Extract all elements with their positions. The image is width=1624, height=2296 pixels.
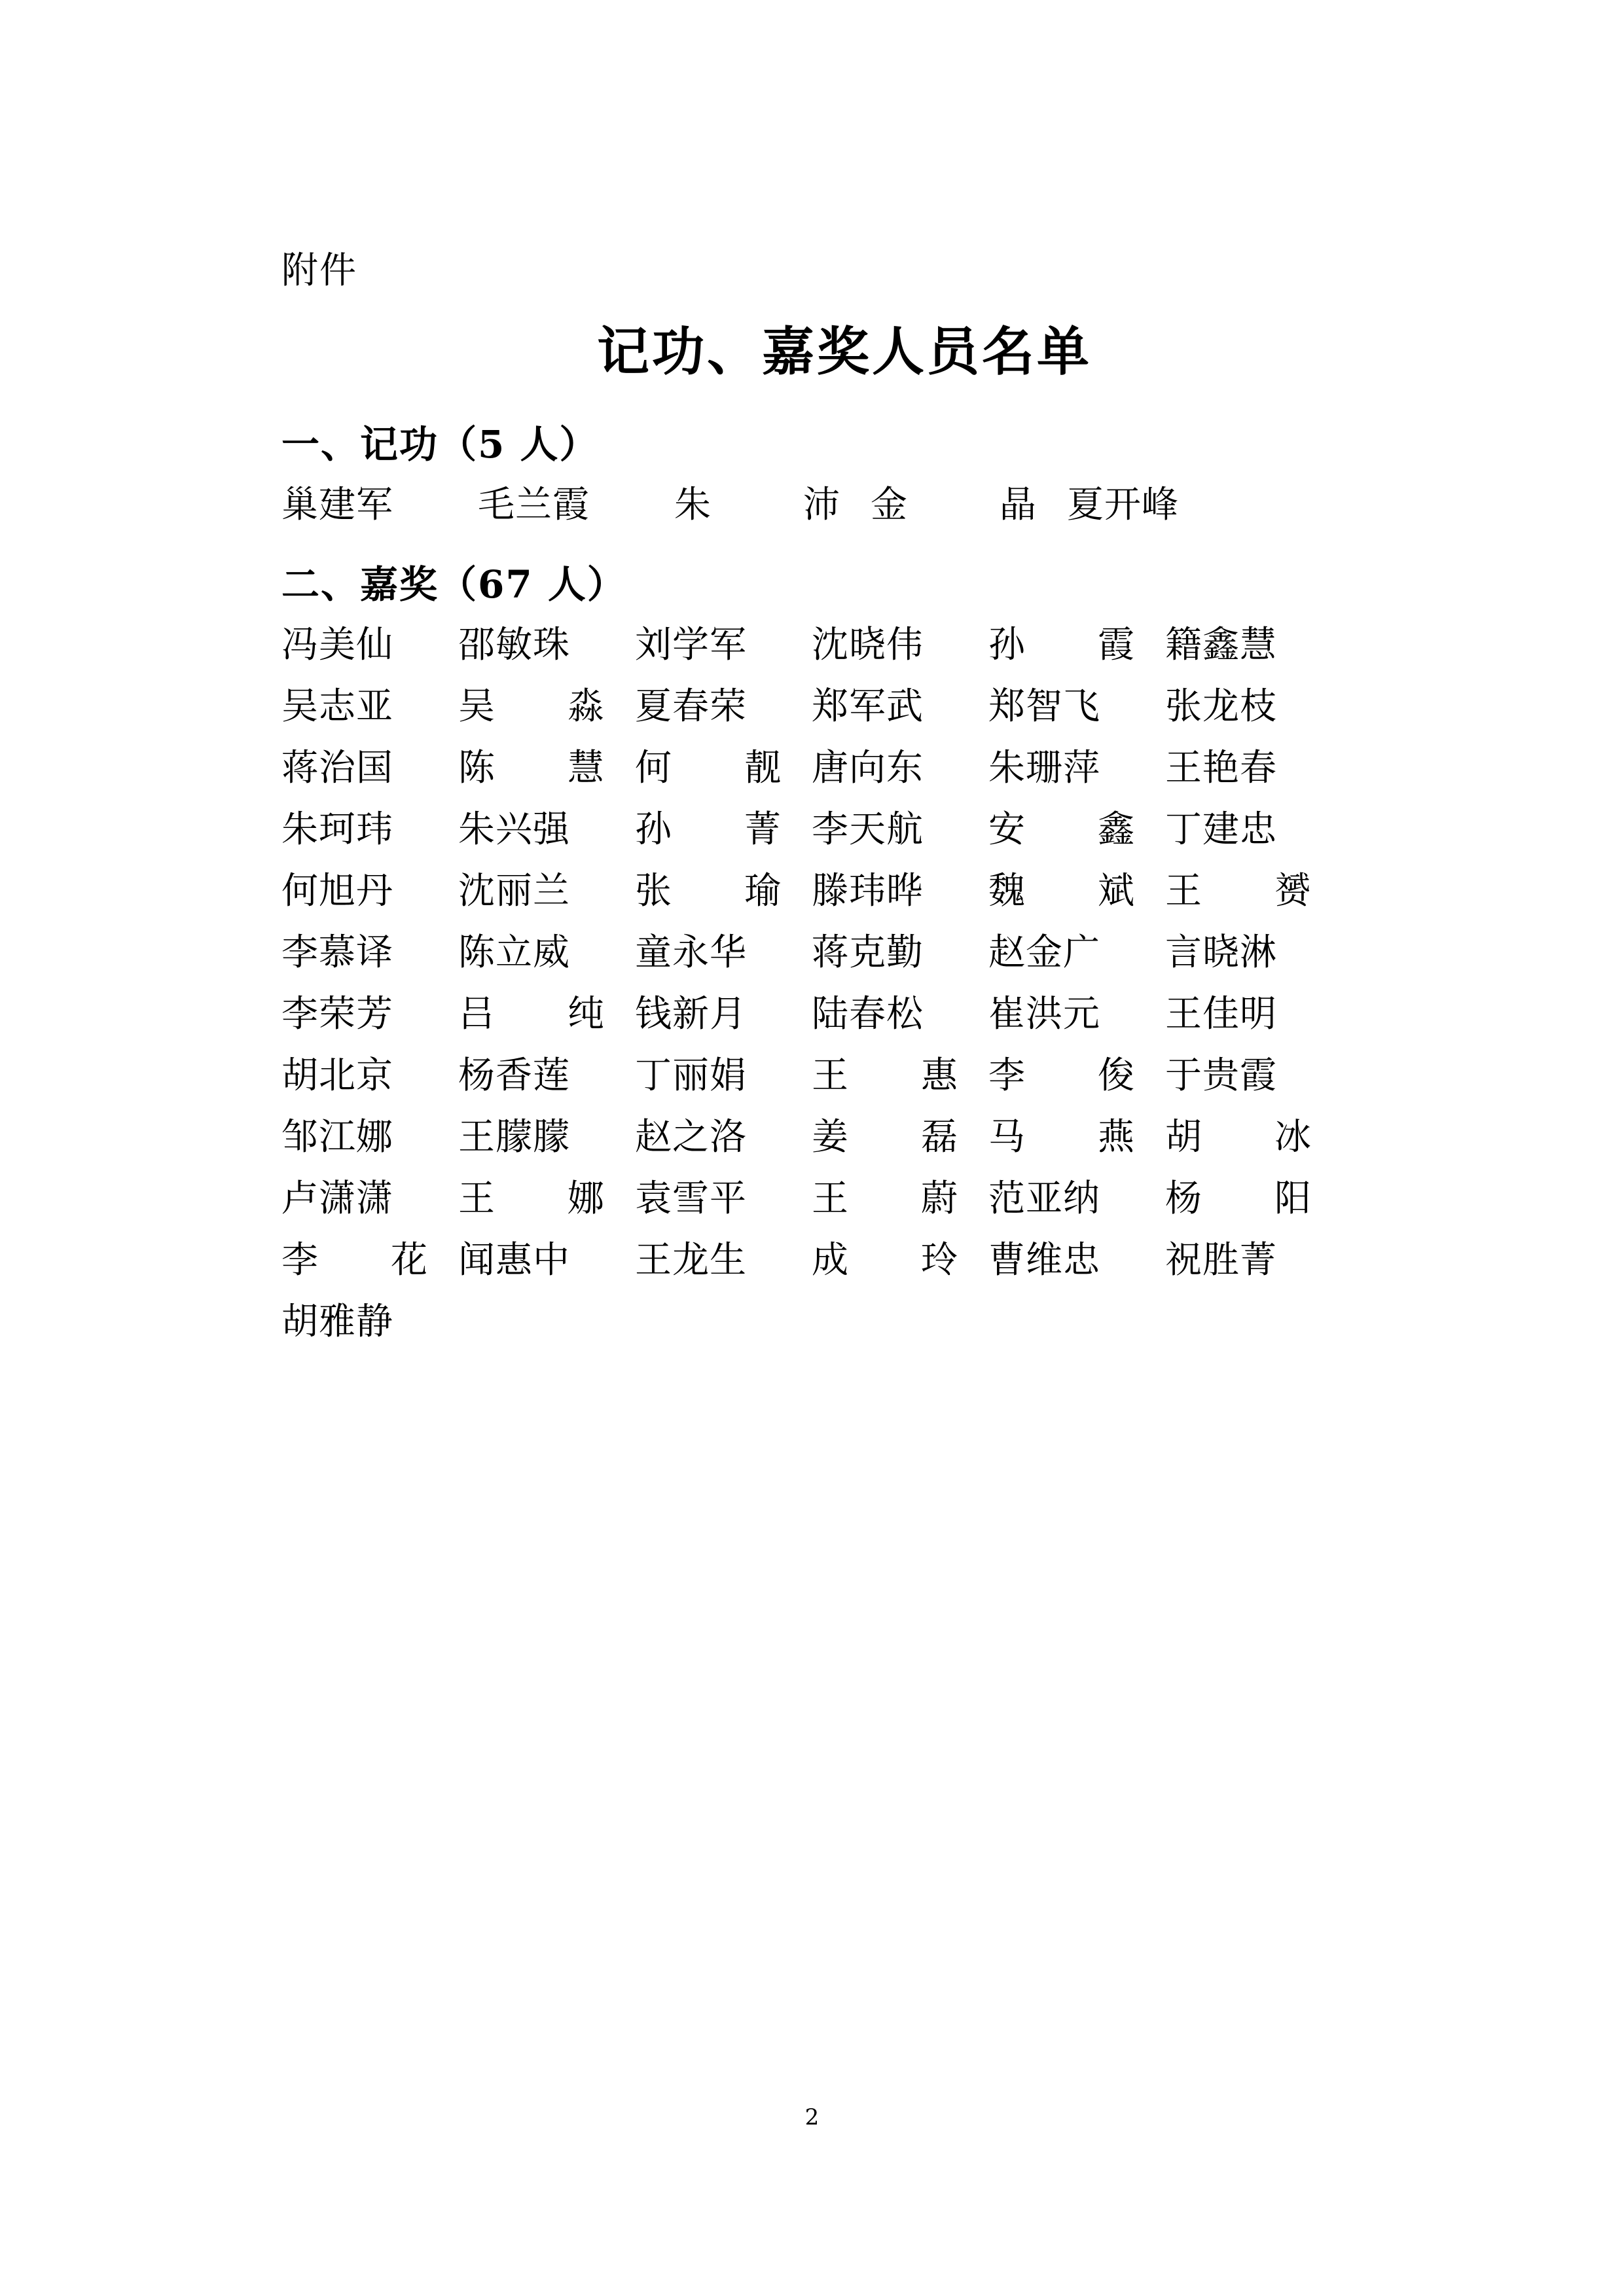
name-char: 俊 [1098,1054,1135,1098]
name-cell [281,484,478,527]
name-row [281,1300,1407,1344]
name-cell [458,808,635,852]
name-char: 孙 [635,808,672,852]
name-char: 智 [1026,685,1063,728]
name-char: 贵 [1202,1054,1240,1098]
name-char: 鑫 [1202,624,1240,667]
name-char: 学 [672,624,710,667]
name-char: 珊 [1026,747,1063,790]
name-char: 武 [886,685,924,728]
name-cell [812,747,988,790]
name-char: 斌 [1098,870,1135,913]
section-award-heading: 二、嘉奖（67 人） [281,562,626,607]
name-char: 李 [281,931,319,975]
name-char: 孙 [988,624,1026,667]
name-cell [1165,1239,1342,1282]
name-cell [812,1054,988,1098]
name-char: 开 [1104,484,1142,527]
name-char: 吴 [458,685,496,728]
name-char: 娟 [710,1054,747,1098]
name-char: 雪 [672,1177,710,1221]
name-char: 中 [533,1239,570,1282]
name-char: 忠 [1240,808,1277,852]
name-char: 生 [710,1239,747,1282]
section-merit-heading: 一、记功（5 人） [281,422,599,467]
name-char: 靓 [744,747,782,790]
name-char: 飞 [1063,685,1100,728]
name-char: 莲 [533,1054,570,1098]
name-char: 丹 [356,870,393,913]
name-char: 朱 [674,484,712,527]
name-char: 东 [886,747,924,790]
name-char: 兰 [515,484,552,527]
name-cell [1165,870,1342,913]
name-char: 金 [1026,931,1063,975]
name-char: 北 [319,1054,356,1098]
name-cell [458,1054,635,1098]
name-char: 萍 [1063,747,1100,790]
name-char: 亚 [1026,1177,1063,1221]
name-char: 张 [1165,685,1202,728]
name-char: 淼 [568,685,605,728]
name-cell [635,931,812,975]
name-char: 洛 [710,1116,747,1159]
name-row [281,484,1407,527]
name-char: 安 [988,808,1026,852]
name-char: 伟 [886,624,924,667]
name-char: 金 [871,484,908,527]
name-row [281,808,1407,852]
name-char: 陆 [812,993,849,1036]
name-cell [458,1239,635,1282]
name-char: 霞 [552,484,590,527]
name-char: 娜 [356,1116,393,1159]
name-char: 芳 [356,993,393,1036]
name-cell [635,1116,812,1159]
name-char: 荣 [319,993,356,1036]
name-char: 国 [356,747,393,790]
name-char: 丁 [635,1054,672,1098]
name-char: 潇 [319,1177,356,1221]
name-char: 慧 [1240,624,1277,667]
name-char: 晔 [886,870,924,913]
name-char: 巢 [281,484,319,527]
name-cell [1165,808,1342,852]
name-cell [988,993,1165,1036]
name-cell [281,808,458,852]
name-char: 克 [849,931,886,975]
name-char: 沈 [458,870,496,913]
name-char: 惠 [921,1054,958,1098]
name-char: 潇 [356,1177,393,1221]
merit-name-list [281,484,1407,527]
name-char: 春 [849,993,886,1036]
name-char: 美 [319,624,356,667]
name-char: 邵 [458,624,496,667]
award-name-list [281,624,1407,1344]
name-char: 霞 [1098,624,1135,667]
name-char: 雅 [319,1300,356,1344]
name-cell [988,624,1165,667]
name-cell [281,747,458,790]
name-char: 纯 [568,993,605,1036]
name-char: 童 [635,931,672,975]
name-cell [458,747,635,790]
name-char: 沛 [803,484,840,527]
name-char: 威 [533,931,570,975]
section-award [281,554,1407,1344]
name-char: 赵 [635,1116,672,1159]
name-char: 李 [988,1054,1026,1098]
name-char: 丽 [496,870,533,913]
name-cell [812,624,988,667]
name-char: 夏 [635,685,672,728]
name-char: 何 [635,747,672,790]
name-char: 冯 [281,624,319,667]
name-char: 钱 [635,993,672,1036]
name-char: 吕 [458,993,496,1036]
name-cell [458,1177,635,1221]
name-cell [281,1054,458,1098]
name-char: 玲 [921,1239,958,1282]
name-char: 胡 [1165,1116,1202,1159]
name-cell [635,685,812,728]
name-char: 沈 [812,624,849,667]
name-char: 赟 [1274,870,1312,913]
name-cell [281,870,458,913]
name-char: 慧 [568,747,605,790]
name-char: 静 [356,1300,393,1344]
name-cell [988,1177,1165,1221]
name-cell [635,1054,812,1098]
name-cell [635,1239,812,1282]
name-row [281,1054,1407,1098]
name-char: 王 [1165,747,1202,790]
document-body [281,249,1407,1365]
name-char: 春 [672,685,710,728]
name-char: 姜 [812,1116,849,1159]
name-char: 卢 [281,1177,319,1221]
name-char: 阳 [1274,1177,1312,1221]
name-char: 朱 [281,808,319,852]
name-char: 曹 [988,1239,1026,1282]
page-number: 2 [804,2104,820,2130]
name-char: 敏 [496,624,533,667]
name-cell [281,1177,458,1221]
name-char: 郑 [988,685,1026,728]
name-cell [988,870,1165,913]
name-char: 向 [849,747,886,790]
name-char: 籍 [1165,624,1202,667]
name-cell [1165,1116,1342,1159]
name-char: 强 [533,808,570,852]
name-char: 朱 [988,747,1026,790]
name-char: 王 [458,1116,496,1159]
name-char: 李 [281,1239,319,1282]
name-cell [635,747,812,790]
section-merit [281,414,1407,527]
name-cell [1165,931,1342,975]
name-cell [812,993,988,1036]
name-char: 花 [391,1239,428,1282]
name-cell [812,685,988,728]
name-char: 陈 [458,747,496,790]
name-char: 香 [496,1054,533,1098]
name-char: 瑜 [744,870,782,913]
name-cell [988,1054,1165,1098]
name-char: 华 [710,931,747,975]
name-char: 晓 [849,624,886,667]
name-char: 志 [319,685,356,728]
name-char: 霞 [1240,1054,1277,1098]
name-char: 魏 [988,870,1026,913]
name-cell [674,484,871,527]
name-char: 胜 [1202,1239,1240,1282]
name-char: 京 [356,1054,393,1098]
name-char: 军 [849,685,886,728]
name-cell [988,747,1165,790]
name-char: 广 [1063,931,1100,975]
name-row [281,1239,1407,1282]
name-char: 蔚 [921,1177,958,1221]
name-char: 丽 [672,1054,710,1098]
name-char: 赵 [988,931,1026,975]
name-char: 胡 [281,1300,319,1344]
name-char: 艳 [1202,747,1240,790]
name-char: 珠 [533,624,570,667]
name-char: 淋 [1240,931,1277,975]
name-char: 娜 [568,1177,605,1221]
name-char: 纳 [1063,1177,1100,1221]
name-char: 范 [988,1177,1026,1221]
name-char: 新 [672,993,710,1036]
name-cell [635,993,812,1036]
name-char: 荣 [710,685,747,728]
name-cell [988,808,1165,852]
name-char: 兰 [533,870,570,913]
name-cell [281,1300,458,1344]
name-char: 张 [635,870,672,913]
name-cell [1067,484,1263,527]
name-char: 燕 [1098,1116,1135,1159]
name-char: 马 [988,1116,1026,1159]
name-char: 王 [1165,870,1202,913]
page-title: 记功、嘉奖人员名单 [597,321,1092,383]
name-row [281,1116,1407,1159]
name-char: 朱 [458,808,496,852]
name-char: 松 [886,993,924,1036]
name-cell [871,484,1067,527]
name-char: 天 [849,808,886,852]
name-char: 吴 [281,685,319,728]
name-cell [1165,1177,1342,1221]
name-cell [1165,747,1342,790]
name-row [281,685,1407,728]
name-char: 玮 [356,808,393,852]
name-char: 刘 [635,624,672,667]
name-char: 译 [356,931,393,975]
name-cell [635,808,812,852]
name-char: 忠 [1063,1239,1100,1282]
name-char: 毛 [478,484,515,527]
name-char: 言 [1165,931,1202,975]
name-char: 枝 [1240,685,1277,728]
name-char: 袁 [635,1177,672,1221]
name-char: 李 [812,808,849,852]
name-char: 唐 [812,747,849,790]
name-char: 蒋 [281,747,319,790]
name-char: 明 [1240,993,1277,1036]
name-char: 冰 [1274,1116,1312,1159]
name-row [281,870,1407,913]
name-char: 菁 [744,808,782,852]
name-cell [988,931,1165,975]
name-char: 平 [710,1177,747,1221]
name-row [281,624,1407,667]
name-char: 维 [1026,1239,1063,1282]
name-char: 兴 [496,808,533,852]
name-char: 建 [1202,808,1240,852]
name-char: 胡 [281,1054,319,1098]
name-cell [812,1177,988,1221]
name-char: 惠 [496,1239,533,1282]
name-cell [281,624,458,667]
name-cell [988,1239,1165,1282]
name-cell [812,808,988,852]
name-cell [1165,685,1342,728]
name-char: 春 [1240,747,1277,790]
name-char: 鑫 [1098,808,1135,852]
name-char: 治 [319,747,356,790]
name-char: 王 [458,1177,496,1221]
name-char: 晶 [1000,484,1037,527]
name-cell [812,870,988,913]
name-row [281,1177,1407,1221]
name-char: 军 [356,484,393,527]
name-char: 闻 [458,1239,496,1282]
name-row [281,931,1407,975]
name-char: 之 [672,1116,710,1159]
name-cell [812,1116,988,1159]
name-cell [812,931,988,975]
name-cell [635,624,812,667]
name-char: 航 [886,808,924,852]
name-char: 慕 [319,931,356,975]
name-char: 何 [281,870,319,913]
name-cell [988,1116,1165,1159]
name-cell [1165,624,1342,667]
name-char: 郑 [812,685,849,728]
name-char: 龙 [1202,685,1240,728]
name-cell [988,685,1165,728]
name-cell [281,993,458,1036]
name-char: 峰 [1142,484,1179,527]
name-char: 晓 [1202,931,1240,975]
name-char: 滕 [812,870,849,913]
name-cell [281,1116,458,1159]
name-char: 杨 [1165,1177,1202,1221]
name-char: 玮 [849,870,886,913]
name-cell [458,931,635,975]
name-char: 建 [319,484,356,527]
name-char: 勤 [886,931,924,975]
name-cell [478,484,674,527]
name-char: 菁 [1240,1239,1277,1282]
name-char: 蒋 [812,931,849,975]
name-char: 邹 [281,1116,319,1159]
name-char: 佳 [1202,993,1240,1036]
name-cell [458,624,635,667]
name-cell [458,1116,635,1159]
name-char: 军 [710,624,747,667]
name-char: 夏 [1067,484,1104,527]
name-char: 陈 [458,931,496,975]
name-cell [281,685,458,728]
name-char: 亚 [356,685,393,728]
name-cell [458,993,635,1036]
name-cell [635,870,812,913]
name-char: 立 [496,931,533,975]
name-cell [458,870,635,913]
name-char: 永 [672,931,710,975]
name-char: 磊 [921,1116,958,1159]
name-char: 王 [812,1177,849,1221]
name-char: 王 [812,1054,849,1098]
name-cell [281,1239,458,1282]
name-char: 王 [635,1239,672,1282]
name-char: 月 [710,993,747,1036]
name-char: 于 [1165,1054,1202,1098]
name-row [281,993,1407,1036]
name-cell [1165,993,1342,1036]
name-cell [812,1239,988,1282]
name-char: 成 [812,1239,849,1282]
name-cell [1165,1054,1342,1098]
name-char: 龙 [672,1239,710,1282]
name-char: 杨 [458,1054,496,1098]
name-cell [281,931,458,975]
name-row [281,747,1407,790]
name-char: 王 [1165,993,1202,1036]
name-char: 丁 [1165,808,1202,852]
name-char: 仙 [356,624,393,667]
name-char: 朦 [533,1116,570,1159]
name-char: 洪 [1026,993,1063,1036]
name-cell [458,685,635,728]
attachment-label: 附件 [281,249,357,292]
name-char: 崔 [988,993,1026,1036]
name-char: 江 [319,1116,356,1159]
name-cell [635,1177,812,1221]
name-char: 元 [1063,993,1100,1036]
name-char: 朦 [496,1116,533,1159]
name-char: 旭 [319,870,356,913]
name-char: 祝 [1165,1239,1202,1282]
name-char: 珂 [319,808,356,852]
name-char: 李 [281,993,319,1036]
